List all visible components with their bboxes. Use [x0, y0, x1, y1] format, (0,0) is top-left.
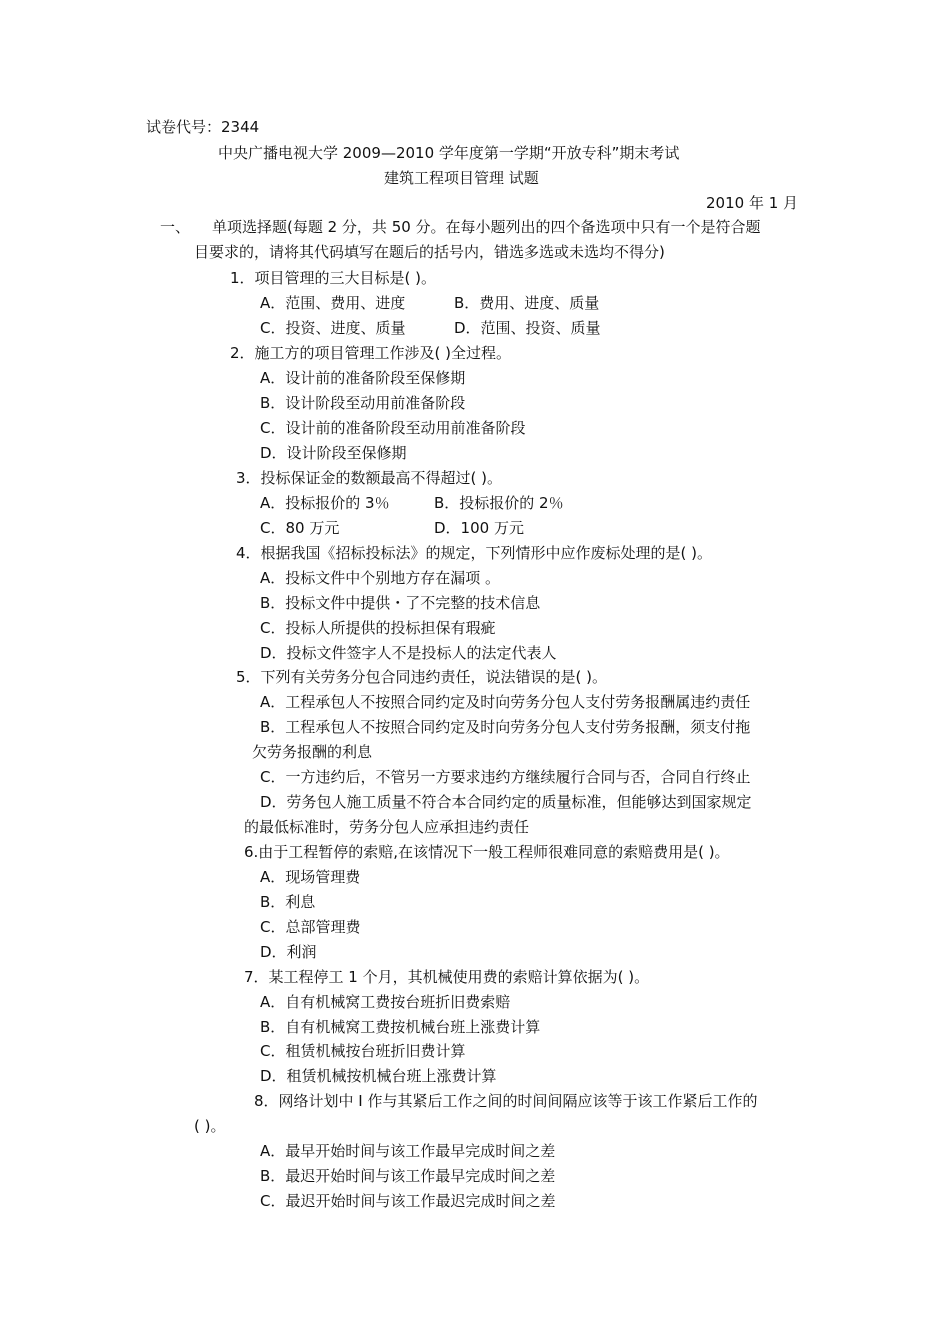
option-b: B．利息 — [260, 893, 316, 911]
option-a: A．自有机械窝工费按台班折旧费索赔 — [260, 993, 511, 1011]
option-d-line1: D．劳务包人施工质量不符合本合同约定的质量标准，但能够达到国家规定 — [260, 793, 752, 811]
option-a: A．现场管理费 — [260, 868, 361, 886]
option-a: A．投标报价的 3％ — [260, 494, 390, 512]
option-a: A．投标文件中个别地方存在漏项 。 — [260, 569, 501, 587]
question-stem: 7．某工程停工 1 个月，其机械使用费的索赔计算依据为( )。 — [244, 968, 650, 986]
exam-date: 2010 年 1 月 — [706, 194, 799, 212]
option-c: C．总部管理费 — [260, 918, 361, 936]
option-d: D．投标文件签字人不是投标人的法定代表人 — [260, 644, 557, 662]
question-stem: 3．投标保证金的数额最高不得超过( )。 — [236, 469, 503, 487]
option-d: D．范围、投资、质量 — [454, 319, 601, 337]
option-b: B．投标报价的 2％ — [434, 494, 564, 512]
section-number: 一、 — [160, 218, 191, 236]
option-c: C．设计前的准备阶段至动用前准备阶段 — [260, 419, 526, 437]
section-instructions-line2: 目要求的，请将其代码填写在题后的括号内，错选多选或未选均不得分) — [194, 243, 665, 261]
option-c: C．一方违约后，不管另一方要求违约方继续履行合同与否，合同自行终止 — [260, 768, 751, 786]
exam-code: 试卷代号：2344 — [146, 118, 260, 136]
option-d-line2: 的最低标准时，劳务分包人应承担违约责任 — [244, 818, 530, 836]
option-d: D．利润 — [260, 943, 317, 961]
option-c: C．投标人所提供的投标担保有瑕疵 — [260, 619, 496, 637]
question-stem-line2: ( )。 — [194, 1117, 226, 1135]
question-stem: 6.由于工程暂停的索赔,在该情况下一般工程师很难同意的索赔费用是( )。 — [244, 843, 730, 861]
option-d: D．设计阶段至保修期 — [260, 444, 407, 462]
question-stem: 1．项目管理的三大目标是( )。 — [230, 269, 437, 287]
option-a: A．范围、费用、进度 — [260, 294, 406, 312]
option-b: B．最迟开始时间与该工作最早完成时间之差 — [260, 1167, 556, 1185]
option-a: A．最早开始时间与该工作最早完成时间之差 — [260, 1142, 556, 1160]
option-b-line2: 欠劳务报酬的利息 — [252, 743, 373, 761]
option-d: D．100 万元 — [434, 519, 524, 537]
section-instructions-line1: 单项选择题(每题 2 分，共 50 分。在每小题列出的四个备选项中只有一个是符合题 — [212, 218, 761, 236]
option-b: B．设计阶段至动用前准备阶段 — [260, 394, 466, 412]
option-c: C．80 万元 — [260, 519, 340, 537]
option-b: B．费用、进度、质量 — [454, 294, 600, 312]
question-stem-line1: 8．网络计划中 I 作与其紧后工作之间的时间间隔应该等于该工作紧后工作的 — [254, 1092, 758, 1110]
option-a: A．设计前的准备阶段至保修期 — [260, 369, 466, 387]
question-stem: 5．下列有关劳务分包合同违约责任，说法错误的是( )。 — [236, 668, 608, 686]
option-b: B．投标文件中提供・了不完整的技术信息 — [260, 594, 541, 612]
question-stem: 4．根据我国《招标投标法》的规定，下列情形中应作废标处理的是( )。 — [236, 544, 713, 562]
exam-university-line: 中央广播电视大学 2009—2010 学年度第一学期“开放专科”期末考试 — [218, 144, 680, 162]
option-b-line1: B．工程承包人不按照合同约定及时向劳务分包人支付劳务报酬，须支付拖 — [260, 718, 751, 736]
question-stem: 2．施工方的项目管理工作涉及( )全过程。 — [230, 344, 512, 362]
option-d: D．租赁机械按机械台班上涨费计算 — [260, 1067, 497, 1085]
option-c: C．最迟开始时间与该工作最迟完成时间之差 — [260, 1192, 556, 1210]
option-a: A．工程承包人不按照合同约定及时向劳务分包人支付劳务报酬属违约责任 — [260, 693, 751, 711]
option-c: C．投资、进度、质量 — [260, 319, 406, 337]
option-c: C．租赁机械按台班折旧费计算 — [260, 1042, 466, 1060]
exam-title: 建筑工程项目管理 试题 — [384, 169, 539, 187]
option-b: B．自有机械窝工费按机械台班上涨费计算 — [260, 1018, 541, 1036]
